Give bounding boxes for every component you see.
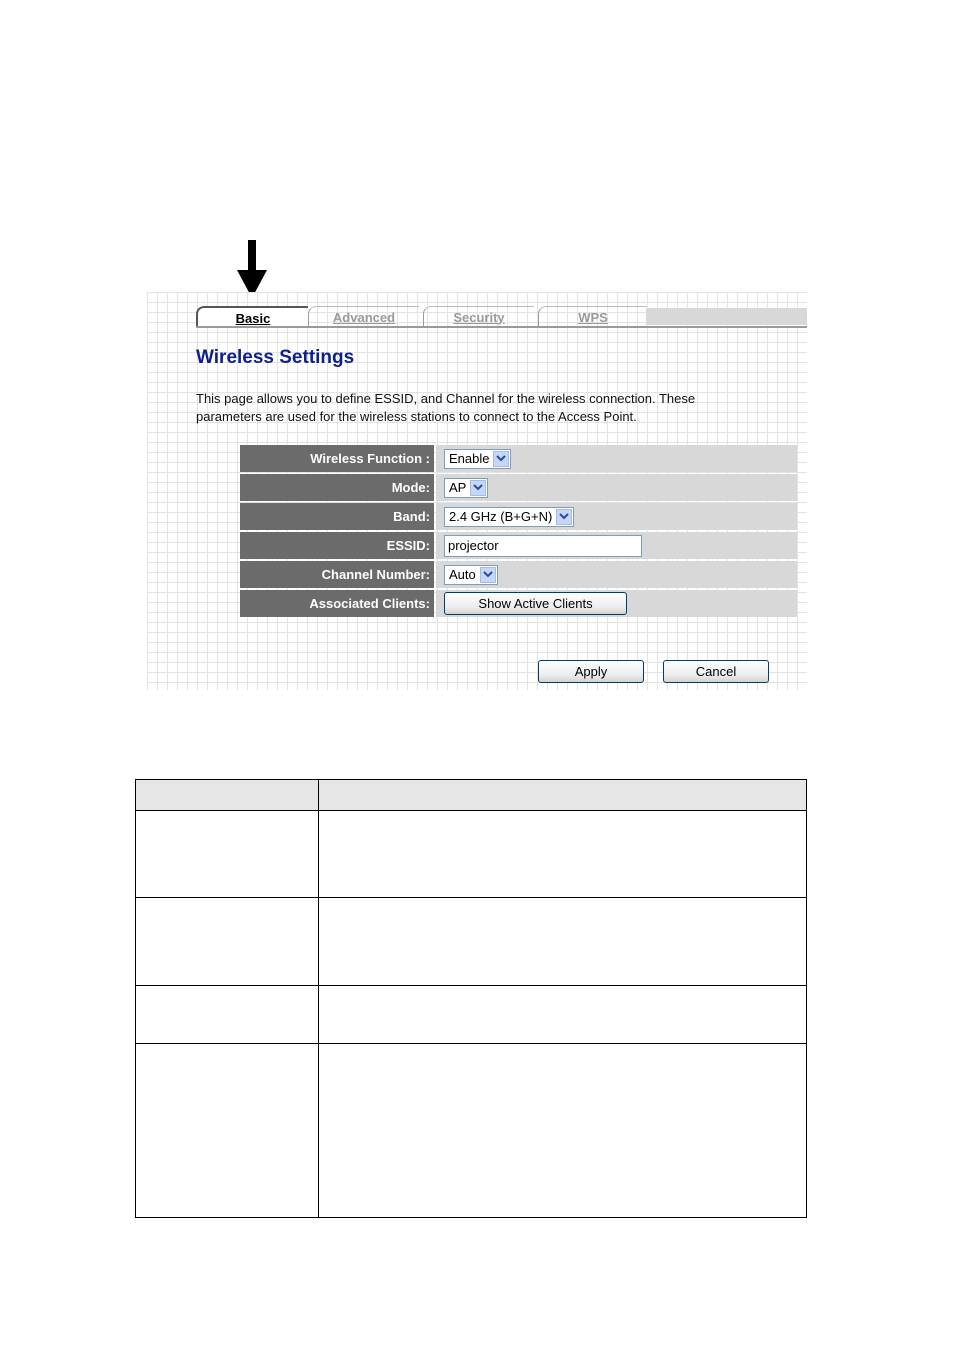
table-cell: [319, 898, 807, 986]
tab-security[interactable]: [423, 306, 534, 327]
table-cell: [136, 811, 319, 898]
channel-number-value: Auto: [449, 567, 476, 582]
show-active-clients-button[interactable]: Show Active Clients: [444, 592, 627, 615]
associated-clients-cell: [436, 590, 797, 617]
table-header-cell: [319, 780, 807, 811]
table-cell: [319, 986, 807, 1044]
page-description: This page allows you to define ESSID, and Channel for the wireless connection. These parameters are used for the wireless stations to connect to the Access Point.: [196, 391, 696, 424]
essid-input[interactable]: projector: [444, 535, 642, 557]
chevron-down-icon: [470, 480, 486, 496]
table-cell: [136, 898, 319, 986]
tab-wps-label: WPS: [578, 309, 608, 325]
table-row: [136, 986, 807, 1044]
essid-label: ESSID:: [240, 532, 434, 559]
form-row-essid: [240, 532, 797, 559]
cancel-button[interactable]: Cancel: [663, 660, 769, 683]
apply-button[interactable]: Apply: [538, 660, 644, 683]
channel-number-cell: [436, 561, 797, 588]
tab-advanced-label: Advanced: [332, 309, 396, 325]
form-row-mode: [240, 474, 797, 501]
wireless-function-label: Wireless Function :: [240, 445, 434, 472]
tab-wps[interactable]: [538, 306, 647, 327]
channel-number-label: Channel Number:: [240, 561, 434, 588]
channel-number-select[interactable]: [444, 565, 498, 585]
wireless-function-cell: [436, 445, 797, 472]
mode-cell: [436, 474, 797, 501]
wireless-settings-form: [240, 445, 797, 619]
form-row-band: [240, 503, 797, 530]
form-row-wireless-function: [240, 445, 797, 472]
down-arrow-icon: [236, 240, 268, 300]
band-value: 2.4 GHz (B+G+N): [449, 509, 553, 524]
table-cell: [319, 811, 807, 898]
associated-clients-label: Associated Clients:: [240, 590, 434, 617]
table-cell: [136, 986, 319, 1044]
band-cell: [436, 503, 797, 530]
description-table: [135, 779, 807, 1218]
wireless-function-value: Enable: [449, 451, 490, 466]
form-row-channel: [240, 561, 797, 588]
table-cell: [319, 1044, 807, 1218]
chevron-down-icon: [493, 451, 509, 467]
table-cell: [136, 1044, 319, 1218]
wireless-function-select[interactable]: [444, 449, 511, 469]
tab-basic[interactable]: [196, 306, 308, 328]
mode-select[interactable]: [444, 478, 488, 498]
chevron-down-icon: [556, 509, 572, 525]
tab-bar: [196, 306, 807, 328]
chevron-down-icon: [480, 567, 496, 583]
tab-bar-fill: [646, 308, 807, 325]
page-title: Wireless Settings: [196, 347, 355, 368]
table-row: [136, 1044, 807, 1218]
table-header-row: [136, 780, 807, 811]
mode-value: AP: [449, 480, 467, 495]
tab-basic-label: Basic: [235, 310, 271, 326]
tab-security-label: Security: [453, 309, 505, 325]
tab-advanced[interactable]: [308, 306, 419, 327]
form-row-associated-clients: [240, 590, 797, 617]
table-row: [136, 811, 807, 898]
mode-label: Mode:: [240, 474, 434, 501]
tab-underline: [196, 326, 807, 328]
table-row: [136, 898, 807, 986]
table-header-cell: [136, 780, 319, 811]
band-label: Band:: [240, 503, 434, 530]
band-select[interactable]: [444, 507, 574, 527]
router-settings-screenshot: [147, 292, 807, 690]
essid-cell: [436, 532, 797, 559]
